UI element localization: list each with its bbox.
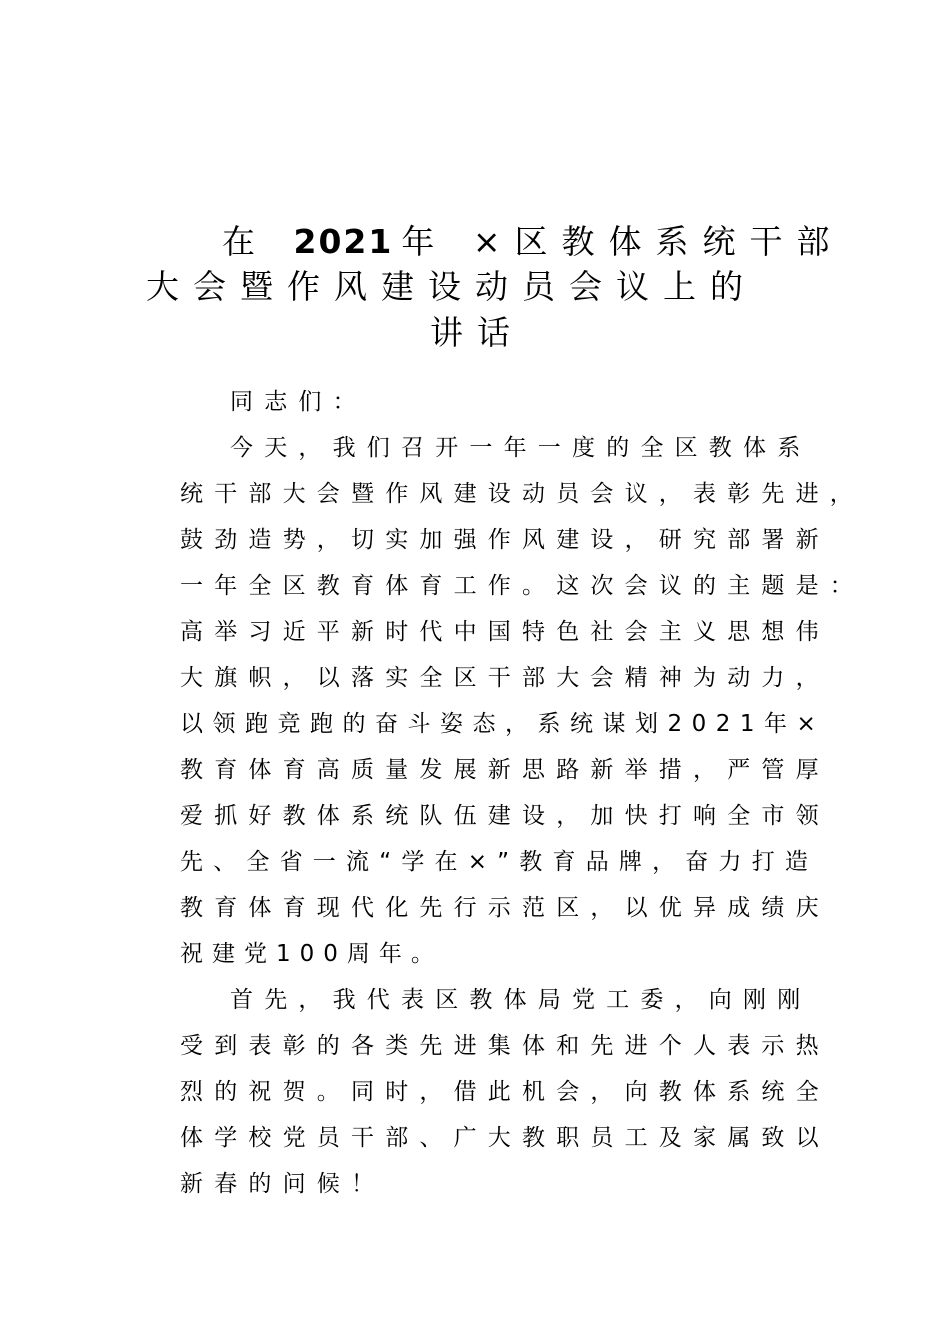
paragraph-line: 烈的祝贺。同时，借此机会，向教体系统全 [180, 1079, 830, 1105]
paragraph-line: 首先，我代表区教体局党工委，向刚刚 [230, 987, 812, 1013]
paragraph-line: 今天，我们召开一年一度的全区教体系 [230, 435, 812, 461]
document-title-line-1 [222, 220, 844, 264]
paragraph-line: 爱抓好教体系统队伍建设，加快打响全市领 [180, 803, 830, 829]
paragraph-line: 高举习近平新时代中国特色社会主义思想伟 [180, 619, 830, 645]
title-line1-suffix: 年 ×区教体系统干部 [401, 222, 844, 261]
paragraph-line: 以领跑竞跑的奋斗姿态，系统谋划2021年× [180, 711, 826, 737]
paragraph-line: 新春的问候！ [180, 1171, 386, 1197]
paragraph-line: 先、全省一流“学在×”教育品牌，奋力打造 [180, 849, 819, 875]
paragraph-line: 教育体育现代化先行示范区，以优异成绩庆 [180, 895, 830, 921]
paragraph-line: 一年全区教育体育工作。这次会议的主题是： [180, 573, 864, 599]
document-title-line-3: 讲话 [430, 313, 524, 352]
title-year: 2021 [293, 222, 394, 261]
document-title-line-2: 大会暨作风建设动员会议上的 [146, 267, 757, 306]
salutation: 同志们： [230, 389, 367, 415]
paragraph-line: 体学校党员干部、广大教职员工及家属致以 [180, 1125, 830, 1151]
paragraph-line: 鼓劲造势，切实加强作风建设，研究部署新 [180, 527, 830, 553]
paragraph-line: 教育体育高质量发展新思路新举措，严管厚 [180, 757, 830, 783]
paragraph-line: 统干部大会暨作风建设动员会议，表彰先进， [180, 481, 864, 507]
paragraph-line: 受到表彰的各类先进集体和先进个人表示热 [180, 1033, 830, 1059]
paragraph-line: 祝建党100周年。 [180, 941, 443, 967]
paragraph-line: 大旗帜，以落实全区干部大会精神为动力， [180, 665, 830, 691]
title-prefix: 在 [222, 222, 269, 261]
